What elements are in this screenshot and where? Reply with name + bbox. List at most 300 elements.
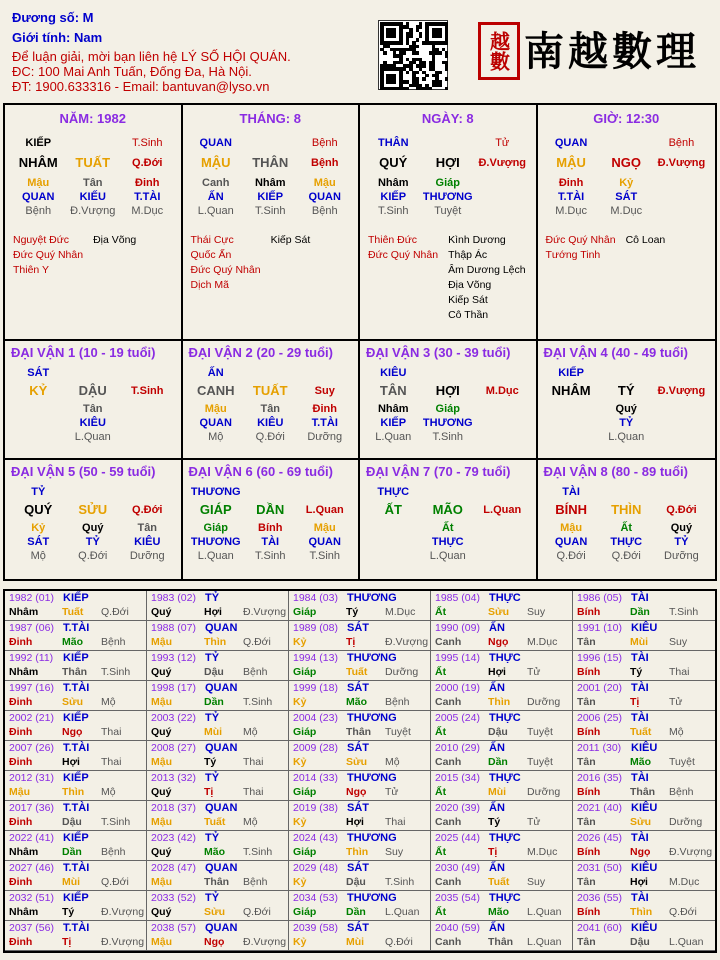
year-can: Quý xyxy=(151,786,172,798)
pillar-chi: HỢI xyxy=(435,155,460,170)
dv-hidden-star-1: THƯƠNG xyxy=(422,417,473,429)
year-label: 2015 (34) xyxy=(435,772,480,784)
dv-hidden-2 xyxy=(120,402,175,416)
dai-van-grid xyxy=(3,341,717,581)
year-stage: T.Sinh xyxy=(101,816,131,828)
pillar-hidden-2: Đinh xyxy=(135,177,160,189)
year-cell xyxy=(147,651,289,681)
year-star: THỰC xyxy=(489,712,521,724)
year-label: 1991 (10) xyxy=(577,622,622,634)
dv-hidden xyxy=(11,521,175,535)
year-label: 1993 (12) xyxy=(151,652,196,664)
pillar-hidden-1: Tân xyxy=(82,177,103,189)
year-cell xyxy=(289,771,431,801)
year-stage: Tuyệt xyxy=(669,756,695,768)
year-chi: Ngọ xyxy=(62,726,83,738)
dv-hidden-2 xyxy=(475,402,530,416)
pillar-hidden-stage-1: Tuyệt xyxy=(434,205,462,217)
year-label: 1998 (17) xyxy=(151,682,196,694)
year-can: Quý xyxy=(151,846,172,858)
year-chi: Mùi xyxy=(488,786,507,798)
pillar-hidden-star-1: KIẾP xyxy=(257,191,284,203)
dv-hidden-star-2: QUAN xyxy=(308,536,341,548)
year-label: 2001 (20) xyxy=(577,682,622,694)
pillar-hidden-0: Mậu xyxy=(27,177,50,189)
year-stage: Tuyệt xyxy=(527,756,553,768)
star-cols xyxy=(191,233,355,293)
dv-star: TỶ xyxy=(31,486,46,498)
year-cell xyxy=(147,801,289,831)
star-name: Địa Võng xyxy=(93,234,137,246)
year-chi: Dậu xyxy=(488,726,508,738)
dai-van-title: ĐẠI VẬN 7 (70 - 79 tuổi) xyxy=(366,464,511,479)
phone-email-line[interactable]: ĐT: 1900.633316 - Email: bantuvan@lyso.vn xyxy=(12,79,270,94)
year-chi: Hợi xyxy=(630,876,648,888)
year-label: 2011 (30) xyxy=(577,742,622,754)
year-chi: Sửu xyxy=(346,756,368,768)
year-stage: Thai xyxy=(669,666,690,678)
dv-hidden-star xyxy=(366,535,530,549)
year-stage: Tuyệt xyxy=(385,726,411,738)
dv-hidden-stage-0: Mộ xyxy=(208,431,224,443)
year-chi: Thìn xyxy=(488,696,511,708)
year-stage: Bệnh xyxy=(669,786,694,798)
dv-can: NHÂM xyxy=(551,383,591,398)
dv-can: BÍNH xyxy=(555,502,587,517)
year-can: Canh xyxy=(435,756,462,768)
year-stage: Mộ xyxy=(669,726,684,738)
dv-star-row xyxy=(189,366,353,380)
dv-chi: DẬU xyxy=(78,383,107,398)
year-stage: T.Sinh xyxy=(385,876,415,888)
dv-hidden-stage-2 xyxy=(475,430,530,444)
year-label: 2038 (57) xyxy=(151,922,196,934)
pillar-hidden-stage-0: Bệnh xyxy=(25,205,52,217)
dv-hidden-stage xyxy=(544,430,710,444)
dv-star: KIẾP xyxy=(558,367,584,379)
year-stage: Thai xyxy=(243,786,264,798)
dai-van-title: ĐẠI VẬN 1 (10 - 19 tuổi) xyxy=(11,345,156,360)
pillar-star-row xyxy=(366,136,530,150)
year-can: Đinh xyxy=(9,816,33,828)
dv-star: SÁT xyxy=(27,367,50,379)
year-label: 2010 (29) xyxy=(435,742,480,754)
dv-hidden xyxy=(11,402,175,416)
pillar-hidden-star xyxy=(189,190,353,204)
year-cell xyxy=(147,711,289,741)
star-name: Cô Thần xyxy=(448,309,489,321)
year-chi: Tuất xyxy=(630,726,652,738)
year-cell xyxy=(573,861,715,891)
star-name: Địa Võng xyxy=(448,279,492,291)
year-star: T.TÀI xyxy=(63,862,90,874)
year-star: THƯƠNG xyxy=(347,772,397,784)
year-star: TỶ xyxy=(205,772,220,784)
pillar-stars xyxy=(13,233,177,278)
year-can: Mậu xyxy=(151,756,172,768)
pillar-hidden-star-1: SÁT xyxy=(615,191,638,203)
year-stage: Q.Đới xyxy=(243,636,271,648)
year-chi: Dần xyxy=(488,756,508,768)
dv-hidden-1: Ất xyxy=(620,522,633,534)
dv-hidden-stage-0: L.Quan xyxy=(197,550,234,562)
year-can: Ất xyxy=(435,666,447,678)
subject-name: Đương số: M xyxy=(12,10,94,25)
pillar-star-row xyxy=(544,136,710,150)
year-can: Canh xyxy=(435,876,462,888)
pillar-hidden-stage-2: Bệnh xyxy=(311,205,338,217)
year-star: THƯƠNG xyxy=(347,592,397,604)
year-can: Bính xyxy=(577,786,601,798)
dv-hidden-0 xyxy=(11,402,66,416)
dv-hidden-star xyxy=(189,416,353,430)
dv-hidden-0: Giáp xyxy=(203,522,228,534)
year-label: 1994 (13) xyxy=(293,652,338,664)
year-chi: Mão xyxy=(204,846,225,858)
dv-hidden-star-1: KIÊU xyxy=(79,417,106,429)
year-cell xyxy=(431,591,573,621)
pillar-hidden-2 xyxy=(475,176,530,190)
dv-hidden-stage-1: L.Quan xyxy=(608,431,645,443)
year-can: Mậu xyxy=(151,876,172,888)
dv-hidden-stage-0: Q.Đới xyxy=(556,550,586,562)
year-label: 1985 (04) xyxy=(435,592,480,604)
dv-hidden-1: Bính xyxy=(258,522,283,534)
pillar-chi: NGỌ xyxy=(611,155,642,170)
year-cell xyxy=(5,621,147,651)
year-chi: Sửu xyxy=(62,696,84,708)
star-name: Tướng Tinh xyxy=(545,249,601,261)
year-stage: Suy xyxy=(385,846,404,858)
dai-van-7 xyxy=(360,460,538,579)
year-cell xyxy=(573,891,715,921)
year-cell xyxy=(431,651,573,681)
year-star: ẤN xyxy=(489,922,505,934)
pillar-main-row xyxy=(366,156,530,170)
year-star: KIẾP xyxy=(63,592,89,604)
dv-hidden-star-0: THƯƠNG xyxy=(190,536,241,548)
year-label: 2027 (46) xyxy=(9,862,54,874)
year-stage: Đ.Vượng xyxy=(101,906,145,918)
year-chi: Mão xyxy=(488,906,509,918)
year-can: Nhâm xyxy=(9,846,39,858)
year-can: Đinh xyxy=(9,696,33,708)
year-cell xyxy=(5,741,147,771)
year-label: 2032 (51) xyxy=(9,892,54,904)
dv-hidden-star-1: TÀI xyxy=(261,536,280,548)
dv-stage: Đ.Vượng xyxy=(657,385,706,397)
dv-chi: HỢI xyxy=(435,383,460,398)
year-stage: Mộ xyxy=(385,756,400,768)
pillar-hidden xyxy=(544,176,710,190)
star-cols xyxy=(13,233,177,278)
star-name: Đức Quý Nhân xyxy=(13,249,84,261)
year-cell xyxy=(147,741,289,771)
year-can: Giáp xyxy=(293,606,317,618)
year-chi: Dần xyxy=(62,846,82,858)
dv-hidden-star-2: T.TÀI xyxy=(311,417,338,429)
dv-hidden-stage-1: T.Sinh xyxy=(432,431,464,443)
year-label: 2004 (23) xyxy=(293,712,338,724)
dv-hidden-stage-2: Dưỡng xyxy=(664,550,699,562)
year-label: 2021 (40) xyxy=(577,802,622,814)
year-stage: T.Sinh xyxy=(101,666,131,678)
year-cell xyxy=(573,801,715,831)
year-star: THƯƠNG xyxy=(347,892,397,904)
pillar-stars xyxy=(546,233,712,263)
year-cell xyxy=(431,771,573,801)
year-star: T.TÀI xyxy=(63,622,90,634)
dv-hidden-stage-1: L.Quan xyxy=(74,431,111,443)
year-cell xyxy=(431,711,573,741)
dv-hidden-stage-1: L.Quan xyxy=(429,550,466,562)
year-label: 2033 (52) xyxy=(151,892,196,904)
year-label: 1999 (18) xyxy=(293,682,338,694)
dv-hidden-stage xyxy=(11,430,175,444)
year-chi: Sửu xyxy=(630,816,652,828)
year-stage: Bệnh xyxy=(101,846,126,858)
year-stage: Thai xyxy=(385,816,406,828)
dv-hidden-stage-2: Dưỡng xyxy=(129,550,165,562)
dv-stage: L.Quan xyxy=(305,504,344,516)
year-cell xyxy=(573,771,715,801)
year-stage: Q.Đới xyxy=(243,906,271,918)
year-star: THỰC xyxy=(489,652,521,664)
dv-chi: TÝ xyxy=(617,383,635,398)
spacer xyxy=(421,136,476,150)
year-label: 1982 (01) xyxy=(9,592,54,604)
year-star: SÁT xyxy=(347,922,369,934)
dv-stage: T.Sinh xyxy=(131,385,164,397)
year-stage: Đ.Vượng xyxy=(385,636,429,648)
year-can: Nhâm xyxy=(9,606,39,618)
year-star: KIẾP xyxy=(63,712,89,724)
pillar-stars xyxy=(368,233,532,323)
dv-hidden xyxy=(366,402,530,416)
pillar-hidden-star-2: QUAN xyxy=(308,191,341,203)
dv-star-row xyxy=(366,485,530,499)
stars-left xyxy=(368,233,438,323)
year-can: Quý xyxy=(151,666,172,678)
dai-van-title: ĐẠI VẬN 8 (80 - 89 tuổi) xyxy=(543,464,688,479)
annual-grid xyxy=(3,589,717,953)
dv-star-row xyxy=(544,366,710,380)
year-label: 2028 (47) xyxy=(151,862,196,874)
year-label: 2023 (42) xyxy=(151,832,196,844)
pillar-chi: TUẤT xyxy=(75,155,111,170)
year-stage: T.Sinh xyxy=(243,696,273,708)
pillar-hidden-star-2: T.TÀI xyxy=(134,191,161,203)
dv-hidden-star-1: TỶ xyxy=(619,417,634,429)
year-chi: Thân xyxy=(204,876,230,888)
year-label: 1992 (11) xyxy=(9,652,54,664)
year-stage: Đ.Vượng xyxy=(669,846,713,858)
dv-star-row xyxy=(11,485,175,499)
year-label: 2006 (25) xyxy=(577,712,622,724)
year-stage: Dưỡng xyxy=(669,816,703,828)
year-stage: L.Quan xyxy=(669,936,704,948)
year-chi: Tuất xyxy=(346,666,368,678)
year-cell xyxy=(573,831,715,861)
year-stage: Bệnh xyxy=(385,696,410,708)
year-cell xyxy=(147,621,289,651)
pillar-main-row xyxy=(11,156,175,170)
dv-hidden-stage xyxy=(544,549,710,563)
year-can: Bính xyxy=(577,666,601,678)
dv-hidden-star-0: KIẾP xyxy=(380,417,407,429)
year-can: Canh xyxy=(435,936,462,948)
year-label: 2020 (39) xyxy=(435,802,480,814)
dv-hidden-star-2 xyxy=(475,535,530,549)
dv-hidden-1: Tân xyxy=(260,403,281,415)
dv-hidden-0: Mậu xyxy=(204,403,227,415)
brand-logo xyxy=(478,14,710,84)
year-star: TỶ xyxy=(205,652,220,664)
year-star: TÀI xyxy=(631,682,649,694)
year-cell xyxy=(289,621,431,651)
year-cell xyxy=(573,651,715,681)
pillar-title: NGÀY: 8 xyxy=(421,111,474,126)
year-star: QUAN xyxy=(205,622,238,634)
year-chi: Thìn xyxy=(346,846,369,858)
year-chi: Sửu xyxy=(488,606,510,618)
star-name: Thiên Đức xyxy=(368,234,418,246)
dai-van-title: ĐẠI VẬN 5 (50 - 59 tuổi) xyxy=(11,464,156,479)
year-can: Đinh xyxy=(9,636,33,648)
pillar-hidden-stage-2 xyxy=(654,204,709,218)
dv-chi: TUẤT xyxy=(252,383,288,398)
pillar-can: MẬU xyxy=(556,155,586,170)
year-chi: Tị xyxy=(346,636,356,648)
dv-hidden xyxy=(544,521,710,535)
dv-star-row xyxy=(544,485,710,499)
year-label: 2012 (31) xyxy=(9,772,54,784)
year-star: SÁT xyxy=(347,682,369,694)
year-cell xyxy=(289,801,431,831)
year-label: 2000 (19) xyxy=(435,682,480,694)
year-stage: Mộ xyxy=(243,816,258,828)
year-label: 2031 (50) xyxy=(577,862,622,874)
dv-main-row xyxy=(544,503,710,517)
year-stage: T.Sinh xyxy=(243,846,273,858)
dv-hidden-2: Mậu xyxy=(313,522,336,534)
year-chi: Dậu xyxy=(346,876,366,888)
year-stage: Tử xyxy=(527,816,541,828)
dv-hidden-star xyxy=(544,416,710,430)
pillar-hidden-star-1: THƯƠNG xyxy=(422,191,473,203)
year-can: Quý xyxy=(151,906,172,918)
pillar-stage: T.Sinh xyxy=(131,137,163,149)
year-star: QUAN xyxy=(205,922,238,934)
dv-can: TÂN xyxy=(379,383,407,398)
year-label: 2025 (44) xyxy=(435,832,480,844)
year-label: 1996 (15) xyxy=(577,652,622,664)
year-chi: Hợi xyxy=(488,666,506,678)
pillar-hidden-stage-0: L.Quan xyxy=(197,205,234,217)
year-stage: Q.Đới xyxy=(101,876,129,888)
year-label: 2034 (53) xyxy=(293,892,338,904)
dv-main-row xyxy=(11,384,175,398)
year-can: Quý xyxy=(151,726,172,738)
pillar-can: NHÂM xyxy=(18,155,58,170)
year-label: 2008 (27) xyxy=(151,742,196,754)
dv-main-row xyxy=(544,384,710,398)
stars-right xyxy=(93,233,136,278)
dv-hidden xyxy=(189,521,353,535)
year-stage: Q.Đới xyxy=(101,606,129,618)
year-chi: Mão xyxy=(62,636,83,648)
year-stage: Bệnh xyxy=(243,876,268,888)
year-cell xyxy=(147,921,289,951)
dv-hidden-star xyxy=(11,416,175,430)
dv-hidden-star xyxy=(366,416,530,430)
dv-hidden-1: Quý xyxy=(615,403,637,415)
year-star: TÀI xyxy=(631,652,649,664)
year-label: 1997 (16) xyxy=(9,682,54,694)
year-chi: Thìn xyxy=(62,786,85,798)
dv-hidden-star-1: TỶ xyxy=(85,536,100,548)
year-can: Bính xyxy=(577,846,601,858)
year-chi: Dần xyxy=(204,696,224,708)
pillar-star: THÂN xyxy=(377,137,409,149)
year-cell xyxy=(5,771,147,801)
year-stage: Suy xyxy=(669,636,688,648)
dv-main-row xyxy=(189,503,353,517)
pillar-main-row xyxy=(189,156,353,170)
year-can: Nhâm xyxy=(9,906,39,918)
year-star: QUAN xyxy=(205,802,238,814)
red-seal: 越數 xyxy=(478,22,520,80)
year-chi: Tý xyxy=(204,756,217,768)
dv-hidden-1: Giáp xyxy=(435,403,460,415)
dv-hidden-stage-1: Q.Đới xyxy=(78,550,108,562)
year-stage: Mộ xyxy=(101,696,116,708)
pillar-can: QUÝ xyxy=(379,155,408,170)
dv-can: KỶ xyxy=(29,383,48,398)
dv-hidden-star-0: QUAN xyxy=(199,417,232,429)
year-chi: Dần xyxy=(630,606,650,618)
address-line: ĐC: 100 Mai Anh Tuấn, Đống Đa, Hà Nội. xyxy=(12,64,252,79)
year-star: T.TÀI xyxy=(63,742,90,754)
pillar-title: NĂM: 1982 xyxy=(59,111,126,126)
pillar-hidden-stage-2 xyxy=(475,204,530,218)
year-label: 2019 (38) xyxy=(293,802,338,814)
year-can: Đinh xyxy=(9,726,33,738)
star-name: Âm Dương Lệch xyxy=(448,264,526,276)
year-can: Giáp xyxy=(293,846,317,858)
pillar-star-row xyxy=(11,136,175,150)
year-label: 2030 (49) xyxy=(435,862,480,874)
dv-stage: Q.Đới xyxy=(666,504,697,516)
year-star: KIÊU xyxy=(631,862,658,874)
pillar-hidden-stage xyxy=(11,204,175,218)
year-cell xyxy=(431,891,573,921)
dv-main-row xyxy=(11,503,175,517)
dv-hidden-1: Ất xyxy=(441,522,454,534)
pillar-hidden xyxy=(11,176,175,190)
year-chi: Ngọ xyxy=(346,786,367,798)
year-chi: Thân xyxy=(488,936,514,948)
year-star: KIẾP xyxy=(63,892,89,904)
year-chi: Tị xyxy=(62,936,72,948)
pillar-hidden-star xyxy=(366,190,530,204)
dv-hidden-star-1: THỰC xyxy=(431,536,464,548)
pillar-stage2: Đ.Vượng xyxy=(478,157,527,169)
dv-hidden-star-2 xyxy=(475,416,530,430)
pillar-hidden-stage-1: M.Dục xyxy=(610,205,643,217)
dv-hidden-stage-2 xyxy=(120,430,175,444)
dv-chi: SỬU xyxy=(78,502,108,517)
